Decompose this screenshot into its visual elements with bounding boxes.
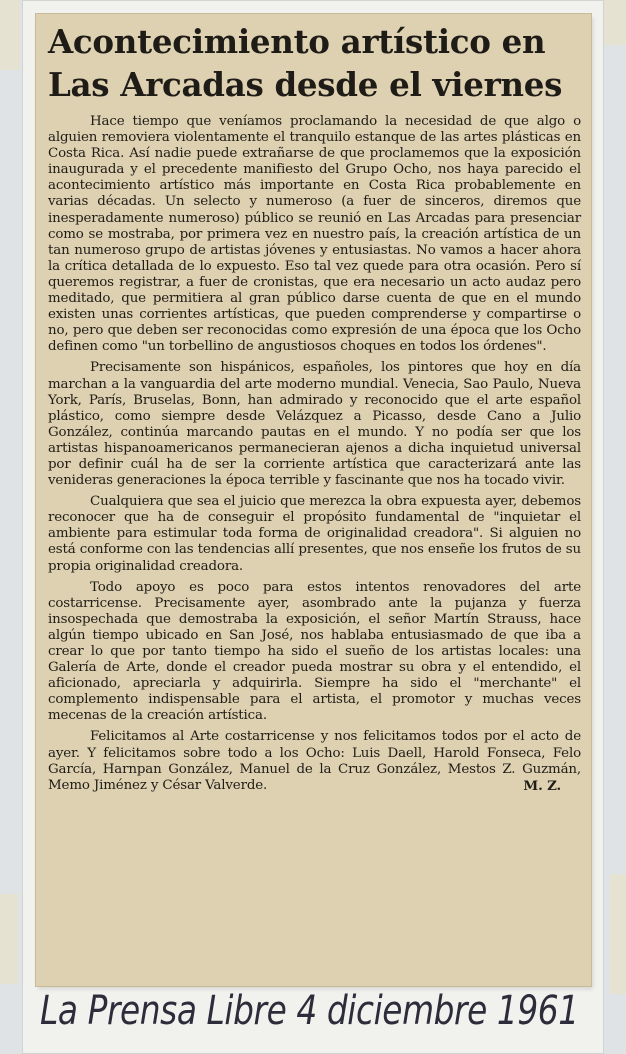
tape-strip <box>610 874 626 994</box>
tape-strip <box>0 894 18 984</box>
headline-line-2: Las Arcadas desde el viernes <box>48 65 563 104</box>
article-paragraph-5: Felicitamos al Arte costarricense y nos felicitamos todos por el acto de ayer. Y felicitamos sobre todo a los Ocho: Luis Daell, Harold Fonseca, Felo García, Harnpan González, Manuel de la Cruz González, Mestos Z. Guzmán, Memo Jiménez y César Valverde. <box>48 729 581 793</box>
article-paragraph-3: Cualquiera que sea el juicio que merezca la obra expuesta ayer, debemos reconocer que ha de conseguir el propósito fundamental de "inquietar el ambiente para estimular toda forma de originalidad creadora". Si alguien no está conforme con las tendencias allí presentes, que nos enseñe los frutos de su propia originalidad creadora. <box>48 494 581 574</box>
newspaper-clipping <box>36 14 591 986</box>
author-signature: M. Z. <box>523 777 561 794</box>
handwritten-source-note: La Prensa Libre 4 diciembre 1961 <box>40 988 579 1034</box>
article-paragraph-1: Hace tiempo que veníamos proclamando la necesidad de que algo o alguien removiera violentamente el tranquilo estanque de las artes plásticas en Costa Rica. Así nadie puede extrañarse de que proclamemos que la exposición inaugurada y el precedente manifiesto del Grupo Ocho, nos haya parecido el acontecimiento artístico más importante en Costa Rica probablemente en varias décadas. Un selecto y numeroso (a fuer de sinceros, diremos que inesperadamente numeroso) público se reunió en Las Arcadas para presenciar como se mostraba, por primera vez en nuestro país, la creación artística de un tan numeroso grupo de artistas jóvenes y entusiastas. No vamos a hacer ahora la crítica detallada de lo expuesto. Eso tal vez quede para otra ocasión. Pero sí queremos registrar, a fuer de cronistas, que era necesario un acto audaz pero meditado, que permitiera al gran público darse cuenta de que en el mundo existen unas corrientes artísticas, que pueden comprenderse y compartirse o no, pero que deben ser reconocidas como expresión de una época que los Ocho definen como "un torbellino de angustiosos choques en todos los órdenes". <box>48 114 581 355</box>
article-headline <box>48 20 581 106</box>
headline-line-1: Acontecimiento artístico en <box>48 22 546 61</box>
tape-strip <box>604 0 626 45</box>
tape-strip <box>0 0 20 70</box>
article-paragraph-4: Todo apoyo es poco para estos intentos renovadores del arte costarricense. Precisamente ayer, asombrado ante la pujanza y fuerza insospechada que demostraba la exposición, el señor Martín Strauss, hace algún tiempo ubicado en San José, nos hablaba entusiasmado de que iba a crear lo que por tanto tiempo ha sido el sueño de los artistas locales: una Galería de Arte, donde el creador pueda mostrar su obra y el entendido, el aficionado, apreciarla y adquirirla. Siempre ha sido el "merchante" el complemento indispensable para el artista, el promotor y muchas veces mecenas de la creación artística. <box>48 579 581 724</box>
article-paragraph-2: Precisamente son hispánicos, españoles, los pintores que hoy en día marchan a la vanguardia del arte moderno mundial. Venecia, Sao Paulo, Nueva York, París, Bruselas, Bonn, han admirado y reconocido que el arte español plástico, como siempre desde Velázquez a Picasso, desde Cano a Julio González, continúa marcando pautas en el mundo. Y no podía ser que los artistas hispanoamericanos permanecieran ajenos a dicha inquietud universal por definir cuál ha de ser la corriente artística que caracterizará ante las venideras generaciones la época terrible y fascinante que nos ha tocado vivir. <box>48 360 581 489</box>
article-body <box>48 114 581 794</box>
